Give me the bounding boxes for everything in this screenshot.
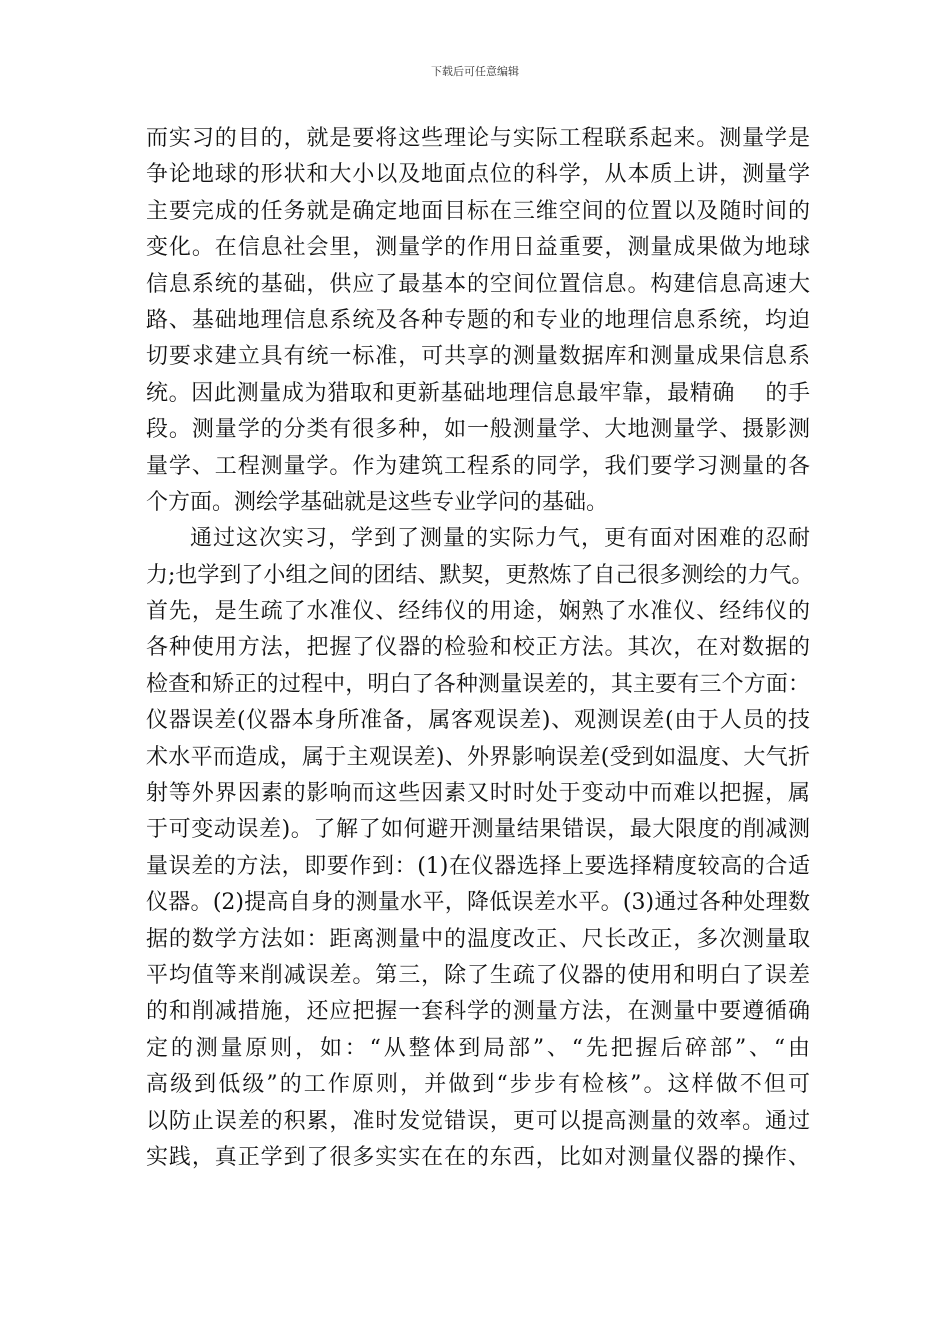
document-body <box>146 121 814 1176</box>
text-line: 段。测量学的分类有很多种，如一般测量学、大地测量学、摄影测 <box>146 417 810 443</box>
text-line: 量学、工程测量学。作为建筑工程系的同学，我们要学习测量的各 <box>146 453 810 479</box>
text-line: 主要完成的任务就是确定地面目标在三维空间的位置以及随时间的 <box>146 198 810 224</box>
text-line: 检查和矫正的过程中，明白了各种测量误差的，其主要有三个方面： <box>146 671 810 697</box>
text-line: 个方面。测绘学基础就是这些专业学问的基础。 <box>146 489 609 515</box>
text-line: 切要求建立具有统一标准，可共享的测量数据库和测量成果信息系 <box>146 344 810 370</box>
text-line: 争论地球的形状和大小以及地面点位的科学，从本质上讲，测量学 <box>146 162 810 188</box>
text-line: 力;也学到了小组之间的团结、默契，更熬炼了自己很多测绘的力气。 <box>146 562 814 588</box>
text-line: 的和削减措施，还应把握一套科学的测量方法，在测量中要遵循确 <box>146 999 810 1025</box>
text-line: 实践，真正学到了很多实实在在的东西，比如对测量仪器的操作、 <box>146 1144 810 1170</box>
text-line: 以防止误差的积累，准时发觉错误，更可以提高测量的效率。通过 <box>146 1108 810 1134</box>
text-line: 各种使用方法，把握了仪器的检验和校正方法。其次，在对数据的 <box>146 635 810 661</box>
text-line: 而实习的目的，就是要将这些理论与实际工程联系起来。测量学是 <box>146 126 810 151</box>
page-header: 下载后可任意编辑 <box>431 65 519 78</box>
text-line: 平均值等来削减误差。第三，除了生疏了仪器的使用和明白了误差 <box>146 962 810 988</box>
text-line: 射等外界因素的影响而这些因素又时时处于变动中而难以把握，属 <box>146 781 810 807</box>
text-line: 量误差的方法，即要作到：(1)在仪器选择上要选择精度较高的合适 <box>146 853 810 879</box>
text-line: 信息系统的基础，供应了最基本的空间位置信息。构建信息高速大 <box>146 271 810 297</box>
paragraph-2 <box>146 521 814 1176</box>
text-line: 首先，是生疏了水准仪、经纬仪的用途，娴熟了水准仪、经纬仪的 <box>146 599 810 625</box>
paragraph-1 <box>146 121 810 521</box>
text-line: 于可变动误差)。了解了如何避开测量结果错误，最大限度的削减测 <box>146 817 810 843</box>
text-line: 仪器误差(仪器本身所准备，属客观误差)、观测误差(由于人员的技 <box>146 708 810 734</box>
text-line: 定的测量原则，如：“从整体到局部”、“先把握后碎部”、“由 <box>146 1035 810 1061</box>
text-line: 变化。在信息社会里，测量学的作用日益重要，测量成果做为地球 <box>146 235 810 261</box>
text-line: 高级到低级”的工作原则，并做到“步步有检核”。这样做不但可 <box>146 1072 810 1098</box>
text-line: 仪器。(2)提高自身的测量水平，降低误差水平。(3)通过各种处理数 <box>146 890 810 916</box>
text-line: 术水平而造成，属于主观误差)、外界影响误差(受到如温度、大气折 <box>146 744 810 770</box>
text-line: 据的数学方法如：距离测量中的温度改正、尺长改正，多次测量取 <box>146 926 810 952</box>
text-line: 通过这次实习，学到了测量的实际力气，更有面对困难的忍耐 <box>190 526 810 552</box>
text-line: 统。因此测量成为猎取和更新基础地理信息最牢靠，最精确 的手 <box>146 380 810 406</box>
text-line: 路、基础地理信息系统及各种专题的和专业的地理信息系统，均迫 <box>146 307 810 333</box>
